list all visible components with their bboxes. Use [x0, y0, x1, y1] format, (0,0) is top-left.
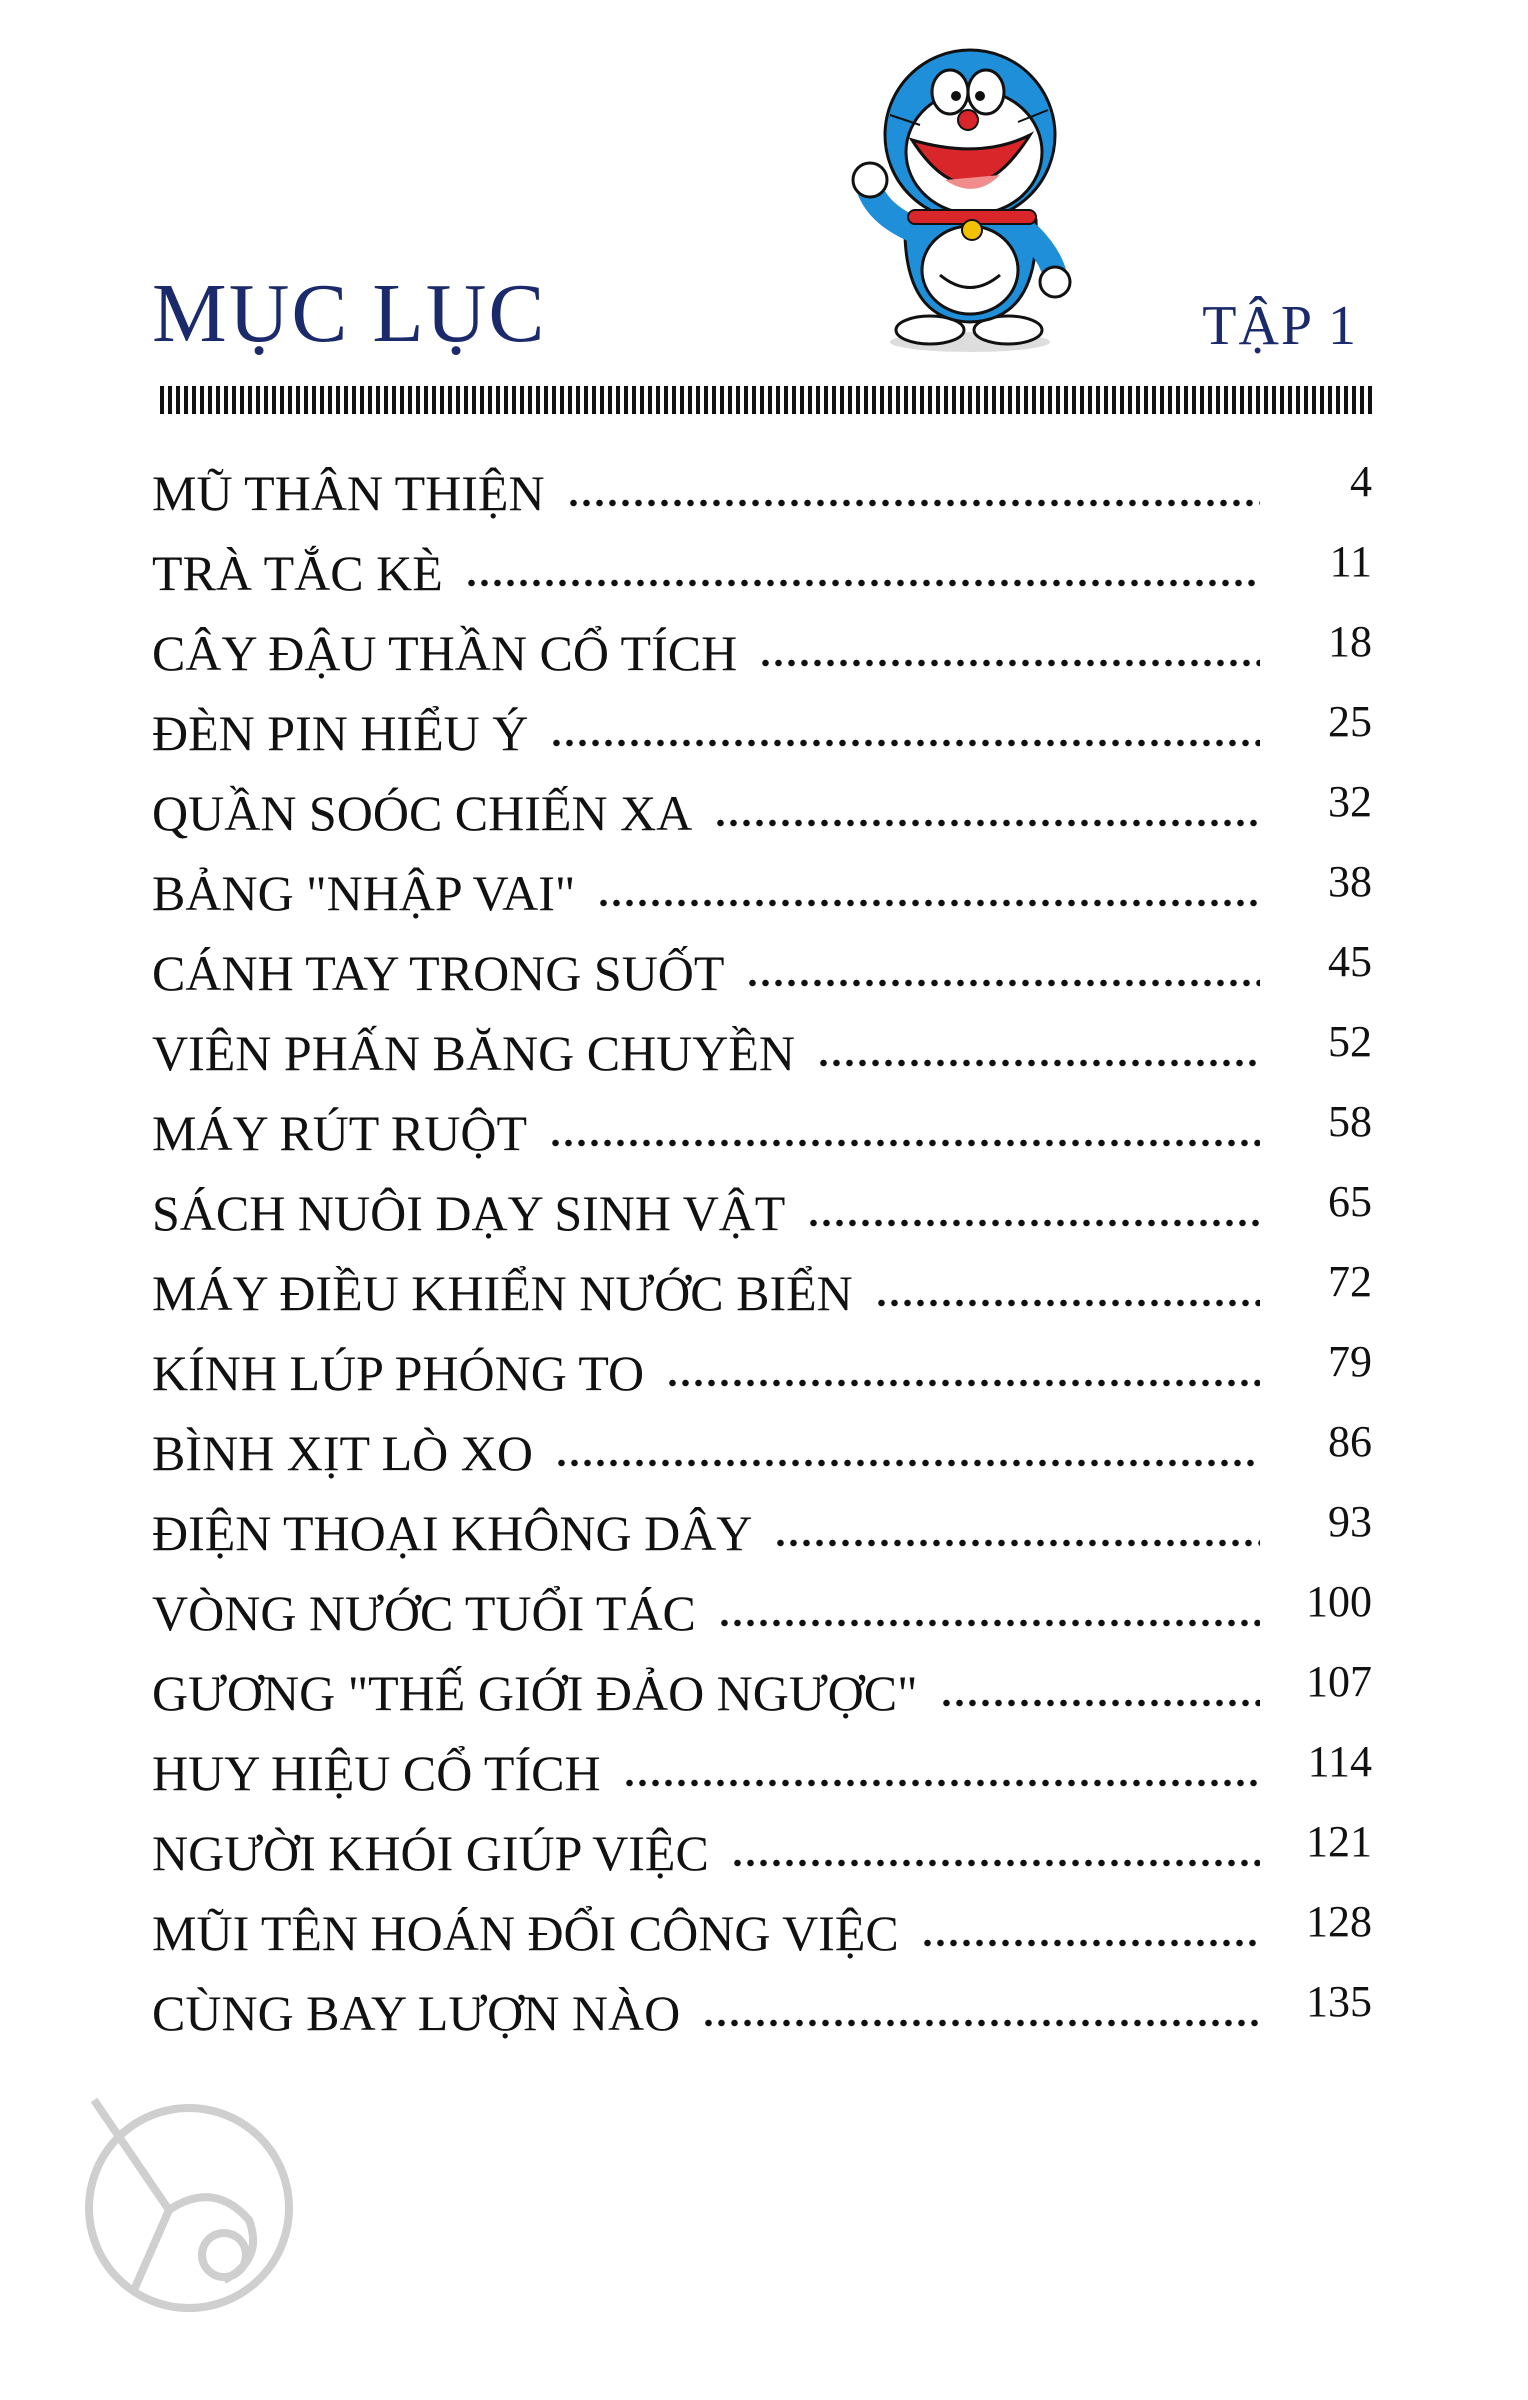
toc-entry-title: KÍNH LÚP PHÓNG TO [152, 1345, 645, 1401]
toc-entry [152, 598, 1372, 681]
toc-entry-page-number: 11 [1329, 537, 1372, 586]
dot-leader [597, 898, 1260, 908]
toc-entry [152, 1318, 1372, 1401]
header-divider [160, 386, 1372, 414]
toc-entry-page-number: 58 [1328, 1097, 1372, 1146]
dot-leader [940, 1698, 1260, 1708]
toc-entry-page-number: 79 [1328, 1337, 1372, 1386]
toc-entry [152, 998, 1372, 1081]
toc-entry-title: SÁCH NUÔI DẠY SINH VẬT [152, 1185, 786, 1241]
toc-entry-page-number: 45 [1328, 937, 1372, 986]
dot-leader [550, 738, 1260, 748]
page-title: MỤC LỤC [152, 267, 547, 360]
dot-leader [555, 1458, 1260, 1468]
toc-entry-title: MŨI TÊN HOÁN ĐỔI CÔNG VIỆC [152, 1905, 899, 1961]
toc-entry-page-number: 38 [1328, 857, 1372, 906]
toc-entry [152, 1878, 1372, 1961]
toc-entry-page-number: 52 [1328, 1017, 1372, 1066]
publisher-logo-icon [74, 2090, 304, 2324]
toc-entry [152, 438, 1372, 521]
toc-entry [152, 1958, 1372, 2041]
dot-leader [731, 1858, 1260, 1868]
toc-entry-title: CÁNH TAY TRONG SUỐT [152, 945, 725, 1001]
toc-entry-title: CÂY ĐẬU THẦN CỔ TÍCH [152, 625, 738, 681]
toc-entry [152, 838, 1372, 921]
toc-entry [152, 1238, 1372, 1321]
toc-entry-page-number: 4 [1350, 457, 1372, 506]
toc-entry-page-number: 32 [1328, 777, 1372, 826]
dot-leader [718, 1618, 1260, 1628]
dot-leader [817, 1058, 1260, 1068]
toc-entry [152, 1398, 1372, 1481]
toc-entry [152, 1158, 1372, 1241]
toc-entry-title: VIÊN PHẤN BĂNG CHUYỀN [152, 1025, 796, 1081]
toc-entry [152, 918, 1372, 1001]
toc-entry-title: NGƯỜI KHÓI GIÚP VIỆC [152, 1825, 709, 1881]
dot-leader [921, 1938, 1260, 1948]
dot-leader [623, 1778, 1260, 1788]
toc-entry [152, 1478, 1372, 1561]
toc-entry [152, 1078, 1372, 1161]
toc-entry-title: BÌNH XỊT LÒ XO [152, 1425, 533, 1481]
dot-leader [759, 658, 1260, 668]
toc-entry [152, 1798, 1372, 1881]
dot-leader [746, 978, 1260, 988]
dot-leader [774, 1538, 1260, 1548]
dot-leader [465, 578, 1260, 588]
toc-entry-title: HUY HIỆU CỔ TÍCH [152, 1745, 601, 1801]
toc-entry-page-number: 72 [1328, 1257, 1372, 1306]
toc-entry-title: QUẦN SOÓC CHIẾN XA [152, 785, 693, 841]
dot-leader [702, 2018, 1260, 2028]
toc-entry-title: MŨ THÂN THIỆN [152, 465, 545, 521]
toc-entry-title: ĐÈN PIN HIỂU Ý [152, 705, 529, 761]
doraemon-mascot-illustration [850, 30, 1090, 364]
dot-leader [807, 1218, 1260, 1228]
toc-entry-title: VÒNG NƯỚC TUỔI TÁC [152, 1585, 696, 1641]
dot-leader [875, 1298, 1260, 1308]
toc-entry-page-number: 25 [1328, 697, 1372, 746]
toc-entry-title: GƯƠNG "THẾ GIỚI ĐẢO NGƯỢC" [152, 1665, 918, 1721]
toc-entry [152, 1558, 1372, 1641]
toc-entry [152, 758, 1372, 841]
toc-entry-page-number: 114 [1307, 1737, 1372, 1786]
volume-label: TẬP 1 [1202, 295, 1358, 357]
toc-entry-page-number: 86 [1328, 1417, 1372, 1466]
toc-entry-title: CÙNG BAY LƯỢN NÀO [152, 1985, 681, 2041]
toc-entry [152, 518, 1372, 601]
toc-entry-page-number: 121 [1306, 1817, 1372, 1866]
toc-entry-page-number: 128 [1306, 1897, 1372, 1946]
toc-entry [152, 678, 1372, 761]
toc-entry-page-number: 135 [1306, 1977, 1372, 2026]
toc-entry-page-number: 100 [1306, 1577, 1372, 1626]
toc-entry-title: TRÀ TẮC KÈ [152, 545, 443, 601]
dot-leader [567, 498, 1260, 508]
toc-entry [152, 1718, 1372, 1801]
toc-entry-page-number: 107 [1306, 1657, 1372, 1706]
toc-entry-title: ĐIỆN THOẠI KHÔNG DÂY [152, 1505, 753, 1561]
dot-leader [714, 818, 1260, 828]
dot-leader [666, 1378, 1260, 1388]
dot-leader [549, 1138, 1260, 1148]
toc-entry-page-number: 93 [1328, 1497, 1372, 1546]
toc-entry-title: MÁY RÚT RUỘT [152, 1105, 528, 1161]
table-of-contents [152, 438, 1372, 2041]
toc-entry-page-number: 18 [1328, 617, 1372, 666]
toc-entry [152, 1638, 1372, 1721]
toc-entry-page-number: 65 [1328, 1177, 1372, 1226]
toc-entry-title: MÁY ĐIỀU KHIỂN NƯỚC BIỂN [152, 1265, 853, 1321]
toc-entry-title: BẢNG "NHẬP VAI" [152, 865, 576, 921]
